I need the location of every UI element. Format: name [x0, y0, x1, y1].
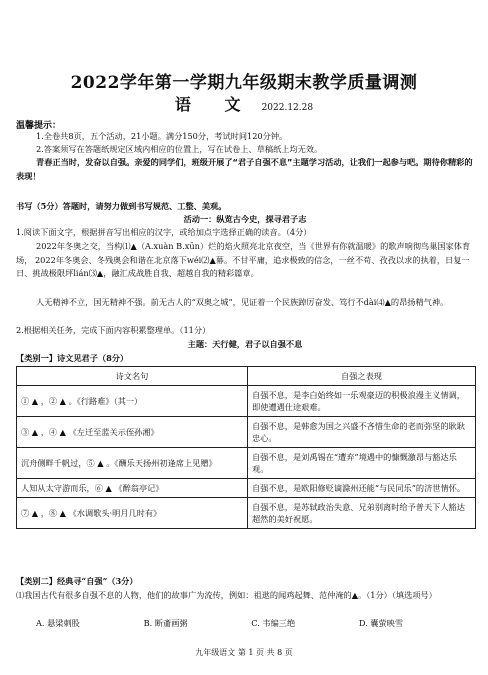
table-row [17, 479, 476, 498]
tips-heading: 温馨提示： [16, 121, 62, 131]
poem-cell: ① ▲ ，② ▲ 。《行路难》（其一） [17, 386, 248, 417]
table-row [17, 448, 476, 479]
poem-cell: ③ ▲ ，④ ▲ 《左迁至蓝关示侄孙湘》 [17, 417, 248, 448]
tip-item-1: 1.全卷共8页，五个活动，21小题。满分150分，考试时间120分钟。 [36, 131, 288, 141]
question-1-stem: 1.阅读下面文字，根据拼音写出相应的汉字，或给加点字选择正确的读音。（4分） [16, 227, 312, 237]
exam-title: 2022学年第一学期九年级期末教学质量调测 [70, 73, 418, 93]
writing-note [16, 200, 474, 214]
table-header-row [17, 367, 476, 386]
option-d: D. 囊萤映雪 [358, 618, 404, 628]
table-header-poems: 诗文名句 [17, 367, 248, 386]
sub-question-1: ⑴我国古代有很多自强不息的人物，他们的故事广为流传，例如：祖逖的闻鸡起舞、范仲淹的▲。（1分）（填选项号） [16, 590, 437, 600]
table-row [17, 498, 476, 529]
category-2-heading: 【类别二】经典寻“自强”（3分） [16, 576, 138, 586]
exam-date: 2022.12.28 [261, 103, 314, 113]
question-1-paragraph-1: 2022年冬奥之交，当构⑴▲（A.xuàn B.xūn）烂的焰火照亮北京夜空，当《世界有你就温暖》的歌声响彻鸟巢国家体育场， 2022年冬奥会、冬残奥会和谐在北京落下wéi⑵▲幕。不甘平庸，追求极致的信念，一丝不苟、孜孜以求的执着，日复一日、挑战极限坪lián⑶▲，融汇成战胜自我、超越自我的精彩篇章。 [16, 241, 471, 278]
expression-cell: 自强不息，是苏轼政治失意、兄弟别离时给予普天下人豁达超然的美好祝愿。 [248, 498, 476, 529]
question-2-stem: 2.根据相关任务，完成下面内容积累整理单。（11分） [16, 325, 211, 335]
option-b: B. 断齑画粥 [143, 618, 188, 628]
table-row [17, 386, 476, 417]
table-header-expression: 自强之表现 [248, 367, 476, 386]
option-c: C. 韦编三绝 [251, 618, 296, 628]
question-1-paragraph-2: 人无精神不立，国无精神不强。前无古人的“双奥之城”，见证着一个民族踔厉奋发、笃行不dài⑷▲的昂扬精气神。 [36, 297, 449, 307]
expression-cell: 自强不息，是刘禹锡在“遭弃”境遇中的慷慨激昂与豁达乐观。 [248, 448, 476, 479]
options-row [36, 617, 476, 631]
subject-label: 语 文 [174, 95, 255, 114]
poem-cell: ⑦ ▲ ，⑧ ▲ 《水调歌头·明月几时有》 [17, 498, 248, 529]
page-footer: 九年级语文 第 1 页 共 8 页 [195, 648, 293, 657]
expression-cell: 自强不息，是韩愈为国之兴盛不吝惜生命的老而弥坚的耿耿忠心。 [248, 417, 476, 448]
expression-cell: 自强不息，是欧阳修贬谪滁州还能“与民同乐”的济世情怀。 [248, 479, 476, 498]
option-a: A. 悬梁刺股 [36, 618, 80, 628]
poem-cell: 沉舟侧畔千帆过，⑤ ▲ 。《酬乐天扬州初逢席上见赠》 [17, 448, 248, 479]
intro-text: 青春正当时，发奋以自强。亲爱的同学们，班级开展了“君子自强不息”主题学习活动，让我们一起参与吧。期待你精彩的表现！ [16, 157, 473, 181]
table-row [17, 417, 476, 448]
activity-heading: 活动一：纵览古今史，探寻君子志 [183, 214, 307, 224]
expression-cell: 自强不息，是李白始终如一乐观豪迈的积极浪漫主义情调，即使遭遇仕途艰难。 [248, 386, 476, 417]
poem-cell: 人知从太守游而乐，⑥ ▲ 《醉翁亭记》 [17, 479, 248, 498]
subject-row [0, 92, 488, 115]
poem-table [16, 366, 476, 529]
tip-item-2: 2.答案须写在答题纸规定区域内相应的位置上，写在试卷上、草稿纸上均无效。 [36, 144, 323, 154]
category-1-heading: 【类别一】诗文见君子（8分） [16, 353, 129, 363]
writing-text: 书写（5分）答题时，请努力做到书写规范、工整、美观。 [16, 201, 227, 211]
question-2-theme: 主题：天行健，君子以自强不息 [187, 339, 303, 349]
